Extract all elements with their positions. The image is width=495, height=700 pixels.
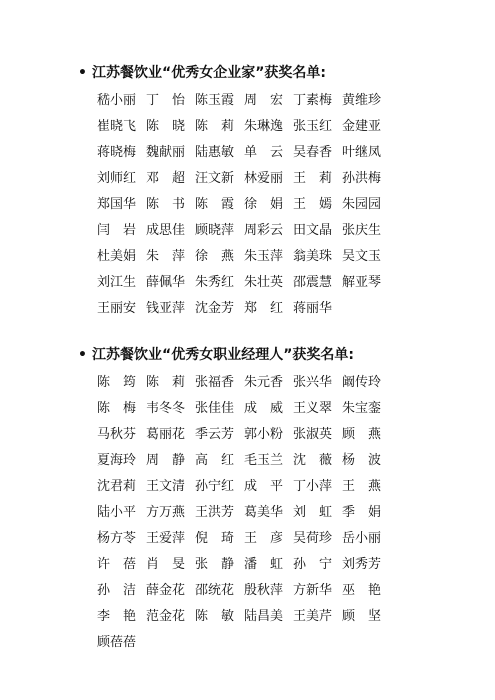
awardee-name: 岳小丽 <box>342 531 382 546</box>
awardee-name: 徐 娟 <box>244 197 284 212</box>
name-row <box>97 270 391 296</box>
name-row <box>97 396 391 422</box>
awardee-name: 张兴华 <box>293 375 333 390</box>
awardee-name: 顾晓萍 <box>195 223 235 238</box>
name-grid <box>97 88 391 322</box>
awardee-name: 王 燕 <box>342 479 382 494</box>
name-row <box>97 218 391 244</box>
awardee-name: 沈君莉 <box>97 479 137 494</box>
awardee-name: 顾 坚 <box>342 609 382 624</box>
awardee-name: 王文清 <box>146 479 186 494</box>
name-grid <box>97 370 391 656</box>
name-row <box>97 630 391 656</box>
awardee-name: 魏献丽 <box>146 145 186 160</box>
awardee-name: 陈玉霞 <box>195 93 235 108</box>
awardee-name: 周 静 <box>146 453 186 468</box>
awardee-name: 季云芳 <box>195 427 235 442</box>
bullet-icon: • <box>78 347 87 363</box>
awardee-name: 丁小萍 <box>293 479 333 494</box>
awardee-name: 陈 晓 <box>146 119 186 134</box>
awardee-name: 崔晓飞 <box>97 119 137 134</box>
awardee-name: 成思佳 <box>146 223 186 238</box>
awardee-name: 夏海玲 <box>97 453 137 468</box>
name-row <box>97 140 391 166</box>
awardee-name: 张福香 <box>195 375 235 390</box>
awardee-name: 嵇小丽 <box>97 93 137 108</box>
awardee-name: 杨 波 <box>342 453 382 468</box>
awardee-name: 葛美华 <box>244 505 284 520</box>
awardee-name: 毛玉兰 <box>244 453 284 468</box>
awardee-name: 李 艳 <box>97 609 137 624</box>
awardee-name: 孙 宁 <box>293 557 333 572</box>
awardee-name: 张 静 <box>195 557 235 572</box>
awardee-name: 孙 洁 <box>97 583 137 598</box>
awardee-name: 郑国华 <box>97 197 137 212</box>
awardee-name: 陈 书 <box>146 197 186 212</box>
awardee-name: 葛丽花 <box>146 427 186 442</box>
awardee-name: 孙宁红 <box>195 479 235 494</box>
awardee-name: 殷秋萍 <box>244 583 284 598</box>
awardee-name: 刘江生 <box>97 275 137 290</box>
awardee-name: 孙洪梅 <box>342 171 382 186</box>
awardee-name: 陈 莉 <box>195 119 235 134</box>
awardee-name: 周彩云 <box>244 223 284 238</box>
awardee-name: 丁素梅 <box>293 93 333 108</box>
awardee-name: 黄维珍 <box>342 93 382 108</box>
awardee-name: 方万燕 <box>146 505 186 520</box>
awardee-name: 周 宏 <box>244 93 284 108</box>
awardee-name: 王洪芳 <box>195 505 235 520</box>
awardee-name: 王美芹 <box>293 609 333 624</box>
awardee-name: 陈 霞 <box>195 197 235 212</box>
awardee-name: 蒋丽华 <box>293 301 333 316</box>
awardee-name: 王 彦 <box>244 531 284 546</box>
name-row <box>97 370 391 396</box>
name-row <box>97 448 391 474</box>
awardee-name: 邵统花 <box>195 583 235 598</box>
name-row <box>97 578 391 604</box>
awardee-name: 陈 莉 <box>146 375 186 390</box>
awardee-name: 王 嫣 <box>293 197 333 212</box>
awardee-name: 邵震慧 <box>293 275 333 290</box>
awardee-name: 沈 薇 <box>293 453 333 468</box>
awardee-name: 叶继凤 <box>342 145 382 160</box>
awardee-name: 吴春香 <box>293 145 333 160</box>
awardee-name: 刘秀芳 <box>342 557 382 572</box>
awardee-name: 田文晶 <box>293 223 333 238</box>
awardee-name: 朱玉萍 <box>244 249 284 264</box>
name-row <box>97 296 391 322</box>
awardee-name: 解亚琴 <box>342 275 382 290</box>
awardee-name: 杜美娟 <box>97 249 137 264</box>
awardee-name: 潘 虹 <box>244 557 284 572</box>
awardee-name: 顾蓓蓓 <box>97 635 137 650</box>
awardee-name: 刘 虹 <box>293 505 333 520</box>
awardee-name: 范金花 <box>146 609 186 624</box>
awardee-name: 张佳佳 <box>195 401 235 416</box>
awardee-name: 丁 怡 <box>146 93 186 108</box>
awardee-name: 王爱萍 <box>146 531 186 546</box>
awardee-name: 薛佩华 <box>146 275 186 290</box>
awardee-name: 钱亚萍 <box>146 301 186 316</box>
awardee-name: 杨方苓 <box>97 531 137 546</box>
awardee-name: 许 蓓 <box>97 557 137 572</box>
awardee-name: 倪 琦 <box>195 531 235 546</box>
awardee-name: 韦冬冬 <box>146 401 186 416</box>
awardee-name: 郭小粉 <box>244 427 284 442</box>
section-title: 江苏餐饮业“优秀女企业家”获奖名单: <box>92 65 327 81</box>
awardee-name: 汪文新 <box>195 171 235 186</box>
awardee-name: 单 云 <box>244 145 284 160</box>
awardee-name: 王丽安 <box>97 301 137 316</box>
name-row <box>97 192 391 218</box>
awardee-name: 朱园园 <box>342 197 382 212</box>
awardee-name: 朱琳逸 <box>244 119 284 134</box>
awardee-name: 朱宝銮 <box>342 401 382 416</box>
awardee-name: 王义翠 <box>293 401 333 416</box>
name-row <box>97 552 391 578</box>
awardee-name: 薛金花 <box>146 583 186 598</box>
awardee-name: 成 平 <box>244 479 284 494</box>
awardee-name: 陆昌美 <box>244 609 284 624</box>
awardee-name: 张淑英 <box>293 427 333 442</box>
name-row <box>97 88 391 114</box>
name-row <box>97 500 391 526</box>
awardee-name: 蒋晓梅 <box>97 145 137 160</box>
awardee-name: 朱秀红 <box>195 275 235 290</box>
awardee-name: 朱 萍 <box>146 249 186 264</box>
section-heading <box>78 64 326 82</box>
awardee-name: 张玉红 <box>293 119 333 134</box>
awardee-name: 朱元香 <box>244 375 284 390</box>
awardee-name: 陆惠敏 <box>195 145 235 160</box>
awardee-name: 邓 超 <box>146 171 186 186</box>
awardee-name: 刘师红 <box>97 171 137 186</box>
name-row <box>97 166 391 192</box>
name-row <box>97 244 391 270</box>
awardee-name: 张庆生 <box>342 223 382 238</box>
bullet-icon: • <box>78 65 87 81</box>
awardee-name: 陆小平 <box>97 505 137 520</box>
awardee-name: 沈金芳 <box>195 301 235 316</box>
name-row <box>97 422 391 448</box>
awardee-name: 吴文玉 <box>342 249 382 264</box>
name-row <box>97 526 391 552</box>
awardee-name: 马秋芬 <box>97 427 137 442</box>
awardee-name: 巫 艳 <box>342 583 382 598</box>
awardee-name: 翁美珠 <box>293 249 333 264</box>
awardee-name: 徐 燕 <box>195 249 235 264</box>
awardee-name: 肖 旻 <box>146 557 186 572</box>
awardee-name: 季 娟 <box>342 505 382 520</box>
awardee-name: 金建亚 <box>342 119 382 134</box>
awardee-name: 陈 筠 <box>97 375 137 390</box>
section-heading <box>78 346 354 364</box>
awardee-name: 王 莉 <box>293 171 333 186</box>
awardee-name: 陈 梅 <box>97 401 137 416</box>
awardee-name: 成 威 <box>244 401 284 416</box>
name-row <box>97 604 391 630</box>
awardee-name: 吴荷珍 <box>293 531 333 546</box>
awardee-name: 闫 岩 <box>97 223 137 238</box>
awardee-name: 朱壮英 <box>244 275 284 290</box>
awardee-name: 郑 红 <box>244 301 284 316</box>
awardee-name: 顾 燕 <box>342 427 382 442</box>
name-row <box>97 474 391 500</box>
awardee-name: 陈 敏 <box>195 609 235 624</box>
name-row <box>97 114 391 140</box>
section-title: 江苏餐饮业“优秀女职业经理人”获奖名单: <box>92 347 354 363</box>
awardee-name: 高 红 <box>195 453 235 468</box>
awardee-name: 林爱丽 <box>244 171 284 186</box>
awardee-name: 方新华 <box>293 583 333 598</box>
awardee-name: 阚传玲 <box>342 375 382 390</box>
